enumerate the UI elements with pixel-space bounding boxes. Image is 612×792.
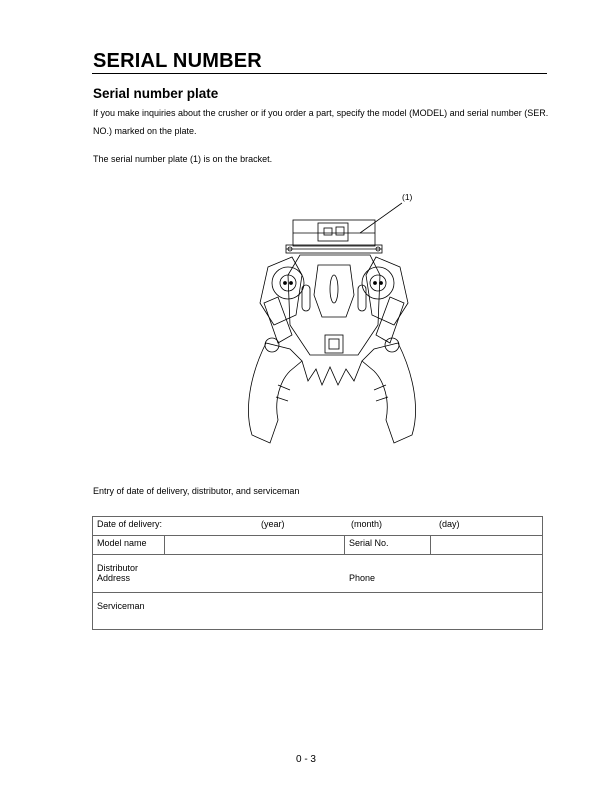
right-cylinder — [376, 297, 404, 343]
left-wing — [260, 257, 302, 325]
page-number: 0 - 3 — [295, 754, 316, 765]
delivery-record-form — [92, 516, 543, 630]
inner-teeth — [302, 361, 362, 385]
left-jaw — [248, 343, 302, 443]
model-name-label: Model name — [93, 536, 165, 555]
phone-label: Phone — [349, 573, 376, 583]
distributor-row[interactable] — [93, 555, 543, 593]
serial-no-field[interactable] — [431, 536, 543, 555]
month-label: (month) — [351, 519, 383, 529]
crusher-attachment-illustration — [230, 185, 430, 450]
entry-caption: Entry of date of delivery, distributor, and serviceman — [93, 486, 300, 496]
left-cylinder — [264, 297, 292, 343]
page-title: SERIAL NUMBER — [93, 50, 262, 72]
serial-no-label: Serial No. — [345, 536, 431, 555]
body-window — [314, 265, 354, 317]
right-wing — [366, 257, 408, 325]
year-label: (year) — [261, 519, 285, 529]
serviceman-label: Serviceman — [97, 601, 145, 611]
intro-paragraph: If you make inquiries about the crusher or if you order a part, specify the model (MODEL) and serial number (SER. NO.) marked on the plate. — [93, 108, 549, 136]
section-heading: Serial number plate — [93, 86, 219, 101]
model-name-field[interactable] — [165, 536, 345, 555]
date-of-delivery-label: Date of delivery: — [97, 519, 163, 529]
distributor-label: Distributor — [97, 563, 139, 573]
date-of-delivery-row[interactable] — [93, 517, 543, 536]
serviceman-row[interactable] — [93, 593, 543, 630]
address-label: Address — [97, 573, 131, 583]
serial-plate — [318, 223, 348, 241]
callout-leader-line — [360, 203, 402, 233]
day-label: (day) — [439, 519, 460, 529]
title-divider — [92, 73, 547, 74]
plate-callout-label: (1) — [402, 192, 413, 202]
plate-location-text: The serial number plate (1) is on the bracket. — [93, 154, 273, 164]
right-jaw — [362, 343, 416, 443]
